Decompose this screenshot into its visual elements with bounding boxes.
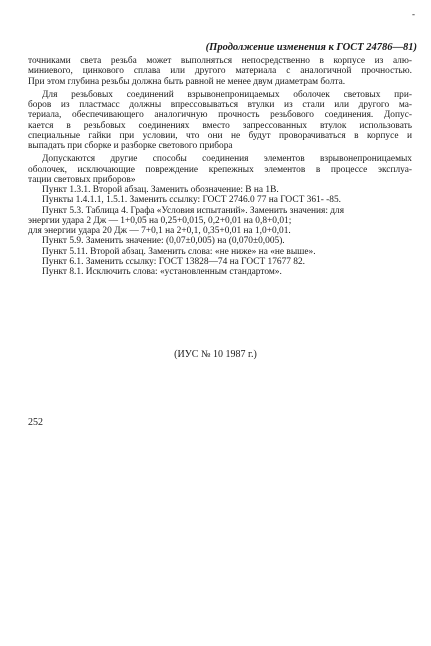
text-line: точниками света резьба может выполняться непосредственно в корпусе из алю- bbox=[28, 56, 412, 66]
amendment-item: Пункт 5.9. Заменить значение: (0,07±0,005) на (0,070±0,005). bbox=[42, 236, 285, 247]
body-text bbox=[28, 56, 412, 277]
text-line: кается в резьбовых соединениях вместо запрессованных втулок использовать bbox=[28, 120, 412, 131]
paragraph-other-methods bbox=[28, 154, 412, 185]
text-line: миниевого, цинкового сплава или другого материала с аналогичной прочностью. bbox=[28, 66, 412, 77]
amendment-item: Пункт 5.3. Таблица 4. Графа «Условия испытаний». Заменить значения: для bbox=[42, 205, 345, 216]
amendment-item: Пункт 5.11. Второй абзац. Заменить слова: «не ниже» на «не выше». bbox=[42, 246, 316, 257]
paragraph-threaded-joints bbox=[28, 90, 412, 152]
amendment-item: Пункт 1.3.1. Второй абзац. Заменить обозначение: В на 1В. bbox=[42, 185, 279, 195]
text-line: Для резьбовых соединений взрывонепроницаемых оболочек световых при- bbox=[42, 89, 412, 100]
amendment-list bbox=[28, 185, 412, 277]
amendment-item: Пункты 1.4.1.1, 1.5.1. Заменить ссылку: ГОСТ 2746.0 77 на ГОСТ 361- -85. bbox=[42, 195, 342, 206]
text-line: Допускаются другие способы соединения элементов взрывонепроницаемых bbox=[42, 154, 412, 165]
page-number: 252 bbox=[28, 417, 43, 428]
paragraph-thread-continuation bbox=[28, 56, 412, 87]
corner-mark: - bbox=[412, 9, 415, 19]
text-line: При этом глубина резьбы должна быть равной не менее двум диаметрам болта. bbox=[28, 76, 346, 87]
amendment-item: Пункт 8.1. Исключить слова: «установленным стандартом». bbox=[42, 267, 282, 277]
amendment-item-continuation: для энергии удара 20 Дж — 7+0,1 на 2+0,1, 0,35+0,01 на 1,0+0,01. bbox=[28, 226, 291, 236]
text-line: выпадать при сборке и разборке светового прибора bbox=[28, 141, 233, 151]
amendment-item: Пункт 6.1. Заменить ссылку: ГОСТ 13828—74 на ГОСТ 17677 82. bbox=[42, 256, 306, 267]
text-line: тации световых приборов» bbox=[28, 174, 136, 185]
continuation-header: (Продолжение изменения к ГОСТ 24786—81) bbox=[205, 42, 417, 53]
text-line: боров из пластмасс должны впрессовываться втулки из стали или другого ма- bbox=[28, 100, 412, 110]
ius-note: (ИУС № 10 1987 г.) bbox=[174, 349, 257, 360]
text-line: оболочек, исключающие повреждение крепежных элементов в процессе эксплуа- bbox=[28, 164, 412, 175]
text-line: специальные гайки при условии, что они не будут проворачиваться в корпусе и bbox=[28, 130, 412, 141]
amendment-item-continuation: энергии удара 2 Дж — 1+0,05 на 0,25+0,015, 0,2+0,01 на 0,8+0,01; bbox=[28, 215, 292, 226]
text-line: териала, обеспечивающего аналогичную прочность резьбового соединения. Допус- bbox=[28, 110, 412, 121]
